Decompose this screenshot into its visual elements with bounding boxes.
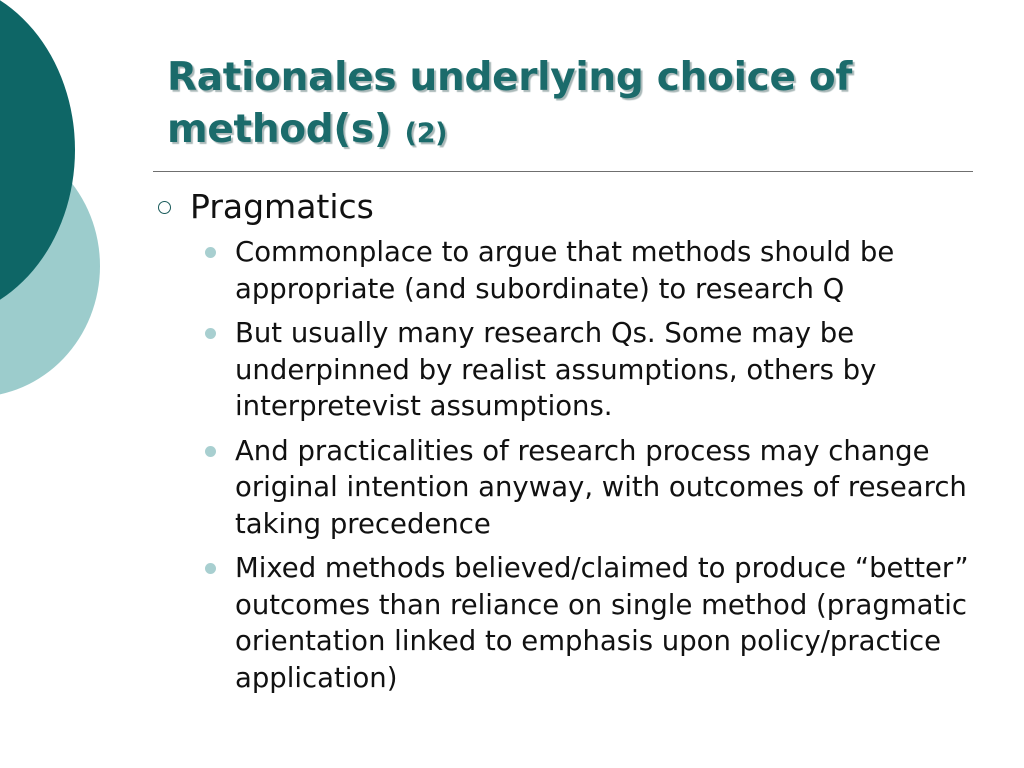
- bullet-dot-icon: [205, 446, 216, 457]
- bullet-item: [235, 550, 1000, 696]
- heading-pragmatics: [150, 186, 1000, 228]
- bullet-text: Mixed methods believed/claimed to produce “better” outcomes than reliance on single method (pragmatic orientation linked to emphasis upon policy/practice application): [235, 552, 969, 694]
- bullet-dot-icon: [205, 247, 216, 258]
- bullet-dot-icon: [205, 328, 216, 339]
- slide-title: [167, 52, 987, 160]
- bullet-text: And practicalities of research process may change original intention anyway, with outcomes of research taking precedence: [235, 434, 967, 540]
- bullet-text: But usually many research Qs. Some may be underpinned by realist assumptions, others by interpretevist assumptions.: [235, 317, 877, 422]
- bullet-item: [235, 315, 1000, 425]
- hollow-ring-icon: [158, 201, 171, 214]
- bullet-list: [150, 234, 1000, 696]
- bullet-item: [235, 234, 1000, 307]
- slide-body: [150, 186, 1000, 704]
- title-divider: [153, 171, 973, 172]
- bullet-dot-icon: [205, 563, 216, 574]
- bullet-item: [235, 433, 1000, 543]
- slide-title-main: Rationales underlying choice of method(s): [167, 55, 853, 152]
- heading-text: Pragmatics: [190, 187, 374, 226]
- bullet-text: Commonplace to argue that methods should be appropriate (and subordinate) to research Q: [235, 236, 895, 305]
- slide-title-suffix: (2): [404, 118, 448, 149]
